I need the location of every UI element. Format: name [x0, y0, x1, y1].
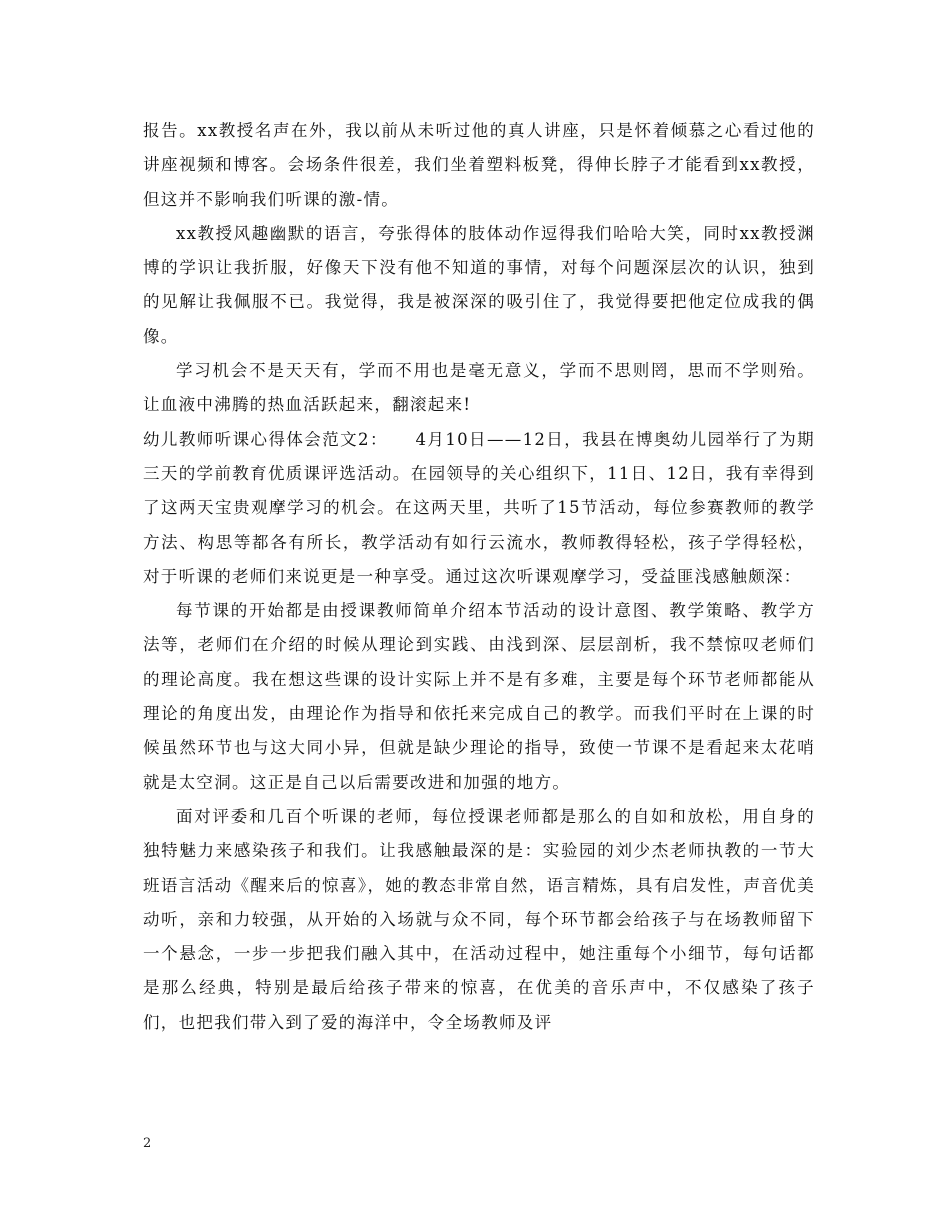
paragraph-1: 报告。xx教授名声在外，我以前从未听过他的真人讲座，只是怀着倾慕之心看过他的讲座视频和博客。会场条件很差，我们坐着塑料板凳，得伸长脖子才能看到xx教授，但这并不影响我们听课的激-情。 — [143, 121, 815, 209]
page-number: 2 — [143, 1136, 152, 1151]
document-body — [143, 114, 815, 1040]
paragraph-4: 幼儿教师听课心得体会范文2： 4月10日——12日，我县在博奥幼儿园举行了为期三天的学前教育优质课评选活动。在园领导的关心组织下，11日、12日，我有幸得到了这两天宝贵观摩学习的机会。在这两天里，共听了15节活动，每位参赛教师的教学方法、构思等都各有所长，教学活动有如行云流水，教师教得轻松，孩子学得轻松，对于听课的老师们来说更是一种享受。通过这次听课观摩学习，受益匪浅感触颇深： — [143, 429, 815, 586]
paragraph-3: 学习机会不是天天有，学而不用也是毫无意义，学而不思则罔，思而不学则殆。让血液中沸腾的热血活跃起来，翻滚起来! — [143, 361, 815, 415]
paragraph-5: 每节课的开始都是由授课教师简单介绍本节活动的设计意图、教学策略、教学方法等，老师们在介绍的时候从理论到实践、由浅到深、层层剖析，我不禁惊叹老师们的理论高度。我在想这些课的设计实际上并不是有多难，主要是每个环节老师都能从理论的角度出发，由理论作为指导和依托来完成自己的教学。而我们平时在上课的时候虽然环节也与这大同小异，但就是缺少理论的指导，致使一节课不是看起来太花哨就是太空洞。这正是自己以后需要改进和加强的地方。 — [143, 601, 815, 792]
paragraph-2: xx教授风趣幽默的语言，夸张得体的肢体动作逗得我们哈哈大笑，同时xx教授渊博的学识让我折服，好像天下没有他不知道的事情，对每个问题深层次的认识，独到的见解让我佩服不已。我觉得，我是被深深的吸引住了，我觉得要把他定位成我的偶像。 — [143, 223, 815, 346]
paragraph-6: 面对评委和几百个听课的老师，每位授课老师都是那么的自如和放松，用自身的独特魅力来感染孩子和我们。让我感触最深的是：实验园的刘少杰老师执教的一节大班语言活动《醒来后的惊喜》，她的教态非常自然，语言精炼，具有启发性，声音优美动听，亲和力较强，从开始的入场就与众不同，每个环节都会给孩子与在场教师留下一个悬念，一步一步把我们融入其中，在活动过程中，她注重每个小细节，每句话都是那么经典，特别是最后给孩子带来的惊喜，在优美的音乐声中，不仅感染了孩子们，也把我们带入到了爱的海洋中，令全场教师及评 — [143, 806, 815, 1032]
